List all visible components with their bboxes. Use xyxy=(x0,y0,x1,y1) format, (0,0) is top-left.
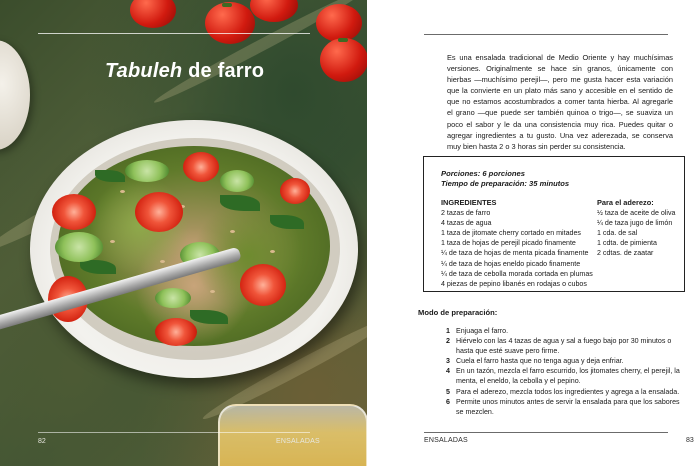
dressing-bowl xyxy=(218,404,367,466)
ingredient-item: ¼ de taza de hojas de menta picada finamente xyxy=(441,249,589,258)
bottom-rule xyxy=(38,432,310,433)
bottom-rule xyxy=(424,432,668,433)
tomato-stem xyxy=(338,38,348,42)
cherry-tomato-half xyxy=(155,318,197,346)
ingredient-item: ¼ de taza de hojas eneldo picado finamente xyxy=(441,259,581,268)
top-rule xyxy=(38,33,310,34)
recipe-title-italic: Tabuleh xyxy=(105,60,183,82)
cherry-tomato xyxy=(130,0,176,28)
cherry-tomato xyxy=(316,4,362,42)
farro-grain xyxy=(210,290,215,293)
cherry-tomato xyxy=(320,38,367,82)
ingredient-item: 1 taza de hojas de perejil picado finamente xyxy=(441,239,576,248)
dressing-item: ¼ de taza jugo de limón xyxy=(597,219,673,228)
cherry-tomato-half xyxy=(183,152,219,182)
farro-grain xyxy=(270,250,275,253)
top-rule xyxy=(424,34,668,35)
cherry-tomato-half xyxy=(240,264,286,306)
dressing-item: 2 cdtas. de zaatar xyxy=(597,249,654,258)
step-number: 1 xyxy=(446,327,450,335)
dressing-heading: Para el aderezo: xyxy=(597,198,654,207)
page-number-right: 83 xyxy=(686,437,694,444)
ingredients-list xyxy=(441,198,601,289)
cucumber-slice xyxy=(155,288,191,308)
ingredient-item: 4 tazas de agua xyxy=(441,219,492,228)
step-text: En un tazón, mezcla el farro escurrido, los jitomates cherry, el perejil, la menta, el eneldo, la cebolla y el pepino. xyxy=(456,367,680,386)
step-item xyxy=(446,366,686,386)
step-item xyxy=(446,387,686,397)
step-text: Para el aderezo, mezcla todos los ingredientes y agrega a la ensalada. xyxy=(456,387,680,396)
dressing-item: ½ taza de aceite de oliva xyxy=(597,209,676,218)
method-heading: Modo de preparación: xyxy=(418,308,498,317)
dressing-list xyxy=(597,198,685,259)
recipe-title-rest: de farro xyxy=(182,60,265,82)
step-text: Hiérvelo con las 4 tazas de agua y sal a fuego bajo por 30 minutos o hasta que esté suave pero firme. xyxy=(456,337,672,356)
cherry-tomato xyxy=(205,2,255,44)
farro-grain xyxy=(120,190,125,193)
recipe-meta xyxy=(441,169,569,189)
tomato-stem xyxy=(222,3,232,7)
section-label-right: ENSALADAS xyxy=(424,437,468,444)
page-number-left: 82 xyxy=(38,438,46,445)
ingredient-item: 2 tazas de farro xyxy=(441,209,491,218)
recipe-title xyxy=(105,60,264,83)
ingredients-heading: INGREDIENTES xyxy=(441,198,497,207)
portions: Porciones: 6 porciones xyxy=(441,169,525,178)
cucumber-slice xyxy=(220,170,254,192)
step-item xyxy=(446,326,686,336)
step-item xyxy=(446,397,686,417)
step-text: Cuela el farro hasta que no tenga agua y deja enfriar. xyxy=(456,357,624,366)
step-item xyxy=(446,336,686,356)
step-number: 3 xyxy=(446,357,450,366)
ingredient-item: ¼ de taza de cebolla morada cortada en plumas xyxy=(441,269,593,278)
step-number: 4 xyxy=(446,367,450,376)
farro-grain xyxy=(230,230,235,233)
step-text: Permite unos minutos antes de servir la ensalada para que los sabores se mezclen. xyxy=(456,397,680,416)
step-number: 5 xyxy=(446,387,450,396)
step-number: 6 xyxy=(446,397,450,406)
cherry-tomato xyxy=(250,0,298,22)
intro-paragraph: Es una ensalada tradicional de Medio Oriente y hay muchísimas versiones. Originalmente se hace sin granos, únicamente con hierbas —muchísimo perejil—, pero me gusta hacer esta variación que la convierte en un plato más sano y accesible en el sentido de que no estamos acostumbrados a comer tanta hierba. Al agregarle el grano —que puede ser también quinoa o trigo—, se suaviza un poco el sabor y le da una consistencia muy rica. Puedes quitar o agregar ingredientes a tu gusto. Una vez aderezada, se conserva muy bien hasta 2 o 3 horas sin perder su consistencia. xyxy=(447,53,673,151)
step-text: Enjuaga el farro. xyxy=(456,327,509,335)
cherry-tomato-half xyxy=(280,178,310,204)
step-item xyxy=(446,356,686,366)
ingredient-item: 4 piezas de pepino libanés en rodajas o cubos xyxy=(441,279,587,288)
recipe-card xyxy=(423,156,685,292)
dressing-item: 1 cda. de sal xyxy=(597,229,638,238)
cherry-tomato-half xyxy=(52,194,96,230)
dressing-item: 1 cdta. de pimienta xyxy=(597,239,657,248)
cucumber-slice xyxy=(55,232,103,262)
method-steps xyxy=(446,326,686,417)
section-label-left: ENSALADAS xyxy=(276,438,320,445)
prep-time: Tiempo de preparación: 35 minutos xyxy=(441,179,570,188)
ingredient-item: 1 taza de jitomate cherry cortado en mitades xyxy=(441,229,581,238)
cherry-tomato-half xyxy=(135,192,183,232)
small-bowl xyxy=(0,40,30,150)
farro-grain xyxy=(160,260,165,263)
step-number: 2 xyxy=(446,337,450,346)
farro-grain xyxy=(110,240,115,243)
cucumber-slice xyxy=(125,160,169,182)
